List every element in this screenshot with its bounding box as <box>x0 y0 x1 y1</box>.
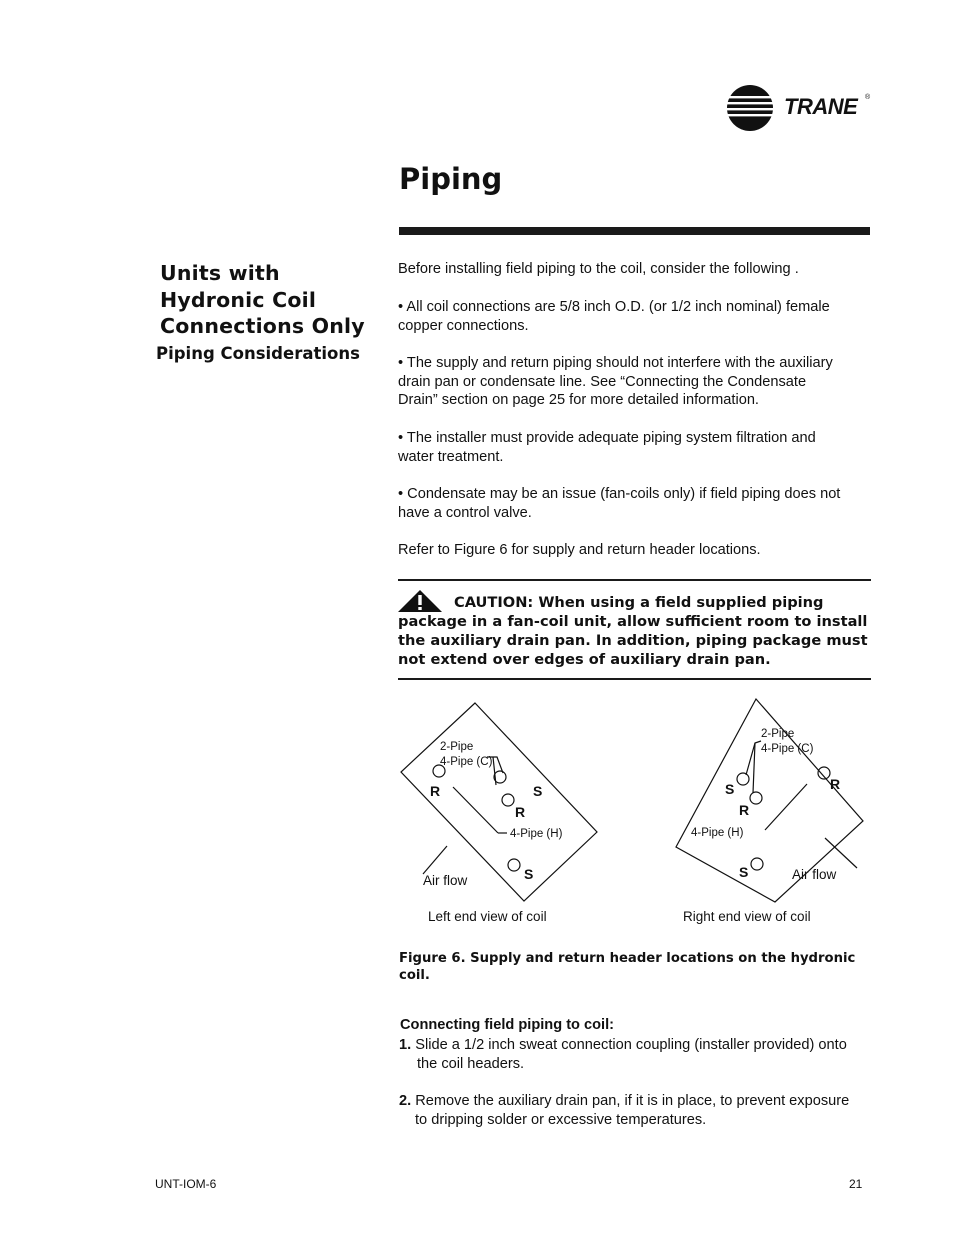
step-number: 1. <box>399 1037 412 1053</box>
left-leader-2pipe-b <box>493 757 496 785</box>
left-label-r1: R <box>430 783 441 799</box>
right-airflow-label: Air flow <box>792 867 837 882</box>
right-connector-s2 <box>751 858 763 870</box>
trane-logo <box>726 84 876 132</box>
step-line: to dripping solder or excessive temperatures. <box>415 1112 707 1128</box>
intro-paragraph: Before installing field piping to the coil, consider the following . <box>398 261 799 277</box>
right-leader-4pipe-h <box>765 784 807 830</box>
trane-globe-icon <box>726 84 776 132</box>
right-label-4pipe-c: 4-Pipe (C) <box>761 743 814 755</box>
left-connector-r2 <box>502 794 514 806</box>
figure-caption-line: Figure 6. Supply and return header locations on the hydronic <box>399 951 856 966</box>
right-label-2pipe: 2-Pipe <box>761 728 795 740</box>
step-item <box>399 1036 871 1074</box>
left-airflow-line <box>423 846 447 874</box>
right-connector-s1 <box>737 773 749 785</box>
footer-doc-id: UNT-IOM-6 <box>155 1177 217 1191</box>
coil-header-diagram <box>395 695 875 935</box>
left-airflow-label: Air flow <box>423 873 468 888</box>
figure-caption <box>399 950 869 984</box>
caution-bottom-rule <box>398 678 871 680</box>
refer-paragraph: Refer to Figure 6 for supply and return header locations. <box>398 542 761 558</box>
bullet-line: Drain” section on page 25 for more detailed information. <box>398 392 759 408</box>
section-subheading: Piping Considerations <box>156 344 360 363</box>
caution-line: the auxiliary drain pan. In addition, piping package must <box>398 632 868 649</box>
bullet-line: have a control valve. <box>398 504 532 521</box>
bullet-line: • The supply and return piping should not interfere with the auxiliary <box>398 355 833 371</box>
bullet-item <box>398 354 870 410</box>
right-label-r1: R <box>830 776 841 792</box>
brand-mark: ® <box>865 94 871 101</box>
bullet-line: water treatment. <box>398 448 504 465</box>
left-label-4pipe-h: 4-Pipe (H) <box>510 828 563 840</box>
section-heading <box>160 260 365 340</box>
left-label-s1: S <box>533 783 543 799</box>
right-connector-r2 <box>750 792 762 804</box>
figure-caption-line: coil. <box>399 968 430 983</box>
title-rule <box>399 227 870 235</box>
left-view-caption: Left end view of coil <box>428 909 547 924</box>
left-connector-s2 <box>508 859 520 871</box>
left-label-s2: S <box>524 866 534 882</box>
bullet-line: • The installer must provide adequate piping system filtration and <box>398 430 816 446</box>
caution-line: package in a fan-coil unit, allow sufficient room to install <box>398 613 868 630</box>
left-leader-4pipe-h <box>453 787 498 833</box>
bullet-line: copper connections. <box>398 317 529 334</box>
section-heading-line: Connections Only <box>160 314 365 338</box>
right-label-r2: R <box>739 802 750 818</box>
left-coil-outline <box>401 703 597 901</box>
right-label-s2: S <box>739 864 749 880</box>
connecting-heading: Connecting field piping to coil: <box>400 1017 615 1033</box>
caution-top-rule <box>398 579 871 581</box>
left-label-2pipe: 2-Pipe <box>440 741 474 753</box>
section-heading-line: Hydronic Coil <box>160 287 317 312</box>
step-line: Remove the auxiliary drain pan, if it is in place, to prevent exposure <box>415 1093 850 1109</box>
right-view-caption: Right end view of coil <box>683 909 811 924</box>
caution-line: not extend over edges of auxiliary drain pan. <box>398 651 771 668</box>
right-label-s1: S <box>725 781 735 797</box>
bullet-line: • All coil connections are 5/8 inch O.D. (or 1/2 inch nominal) female <box>398 299 830 315</box>
left-label-4pipe-c: 4-Pipe (C) <box>440 756 493 768</box>
bullet-line: drain pan or condensate line. See “Connecting the Condensate <box>398 373 807 390</box>
step-line: the coil headers. <box>417 1056 525 1072</box>
left-label-r2: R <box>515 804 526 820</box>
step-number: 2. <box>399 1093 412 1109</box>
brand-name: TRANE <box>784 94 858 119</box>
bullet-line: • Condensate may be an issue (fan-coils only) if field piping does not <box>398 486 841 502</box>
caution-line: CAUTION: When using a field supplied piping <box>454 594 824 611</box>
right-label-4pipe-h: 4-Pipe (H) <box>691 827 744 839</box>
step-item <box>399 1092 871 1130</box>
section-heading-line: Units with <box>160 261 280 285</box>
step-line: Slide a 1/2 inch sweat connection coupling (installer provided) onto <box>415 1037 847 1053</box>
right-airflow-line <box>825 838 857 868</box>
bullet-item <box>398 429 870 466</box>
bullet-item <box>398 485 870 522</box>
footer-page-number: 21 <box>849 1177 863 1191</box>
bullet-item <box>398 298 870 335</box>
page-title: Piping <box>399 162 503 196</box>
caution-text <box>398 593 872 669</box>
